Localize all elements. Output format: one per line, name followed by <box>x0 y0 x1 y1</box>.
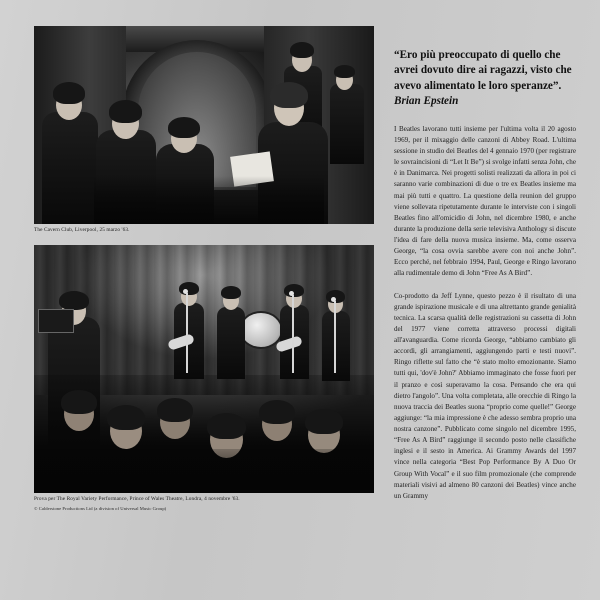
prince-of-wales-theatre-photo <box>34 245 374 493</box>
pull-quote-text: “Ero più preoccupato di quello che avrei dovuto dire ai ragazzi, visto che avevo alimentato le loro speranze”. <box>394 49 572 92</box>
cavern-club-photo-caption: The Cavern Club, Liverpool, 25 marzo '63. <box>34 227 130 233</box>
cavern-club-photo-block <box>34 26 374 235</box>
prince-of-wales-photo-block <box>34 245 374 511</box>
photo-column <box>34 26 374 578</box>
body-paragraph-2: Co-prodotto da Jeff Lynne, questo pezzo è il risultato di una grande ispirazione musicale e di una altrettanto grande genialità tecnica. La scarsa qualità delle registrazioni su cassetta di John del 1977 viene corretta attraverso processi digitali all'avanguardia. Come ricorda George, “abbiamo cambiato gli accordi, gli arrangiamenti, aggiungendo parti e testi nuovi”. Ringo riflette sul fatto che “è stato molto emozionante. Siamo tutti qui, 'dov'è John?' Abbiamo immaginato che fosse fuori per il pranzo e così superavamo la cosa. Pensando che era qui dietro l'angolo”. Una volta completata, alle orecchie di Ringo la nuova traccia dei Beatles suona “proprio come quelle!” George aggiunge: “la mia impressione è che adesso sembra proprio una nostra canzone”. Pubblicato come singolo nel dicembre 1995, “Free As A Bird” raggiunge il secondo posto nelle classifiche inglesi e il sesto in America. Ai Grammy Awards del 1997 vince nella categoria “Best Pop Performance By A Duo Or Group With Vocal” e il suo film promozionale (che comprende materiali visivi ad almeno 80 canzoni dei Beatles) vince anche un Grammy <box>394 291 576 500</box>
page-layout <box>34 26 576 578</box>
pull-quote <box>394 48 576 110</box>
text-column <box>394 26 576 578</box>
body-paragraph-1: I Beatles lavorano tutti insieme per l'ultima volta il 20 agosto 1969, per il mixaggio delle canzoni di Abbey Road. L'ultima sessione in studio dei Beatles del 4 gennaio 1970 (per registrare le sovraincisioni di “Let It Be”) si svolge infatti senza John, che è in Danimarca. Nei progetti solisti realizzati da allora in poi ci saranno varie combinazioni di due o tre ex Beatles insieme ma mai più tutti e quattro. La questione della reunion del gruppo viene sollevata ripetutamente durante le interviste con i singoli Beatles fino all'omicidio di John, nel dicembre 1980, e anche durante la produzione della serie televisiva Anthology si discute l'idea di fare della nuova musica insieme. Ma, come osserva George, “la cosa ovvia sarebbe avere con noi anche John”. Ecco perché, nel febbraio 1994, Paul, George e Ringo lavorano alla rudimentale demo di John “Free As A Bird”. <box>394 124 576 278</box>
pull-quote-attribution: Brian Epstein <box>394 95 459 108</box>
copyright-credit: © Calderstone Productions Ltd (a division of Universal Music Group) <box>34 505 167 511</box>
prince-of-wales-photo-caption: Prova per The Royal Variety Performance, Prince of Wales Theatre, Londra, 4 novembre '63. <box>34 495 240 502</box>
cavern-club-photo <box>34 26 374 224</box>
